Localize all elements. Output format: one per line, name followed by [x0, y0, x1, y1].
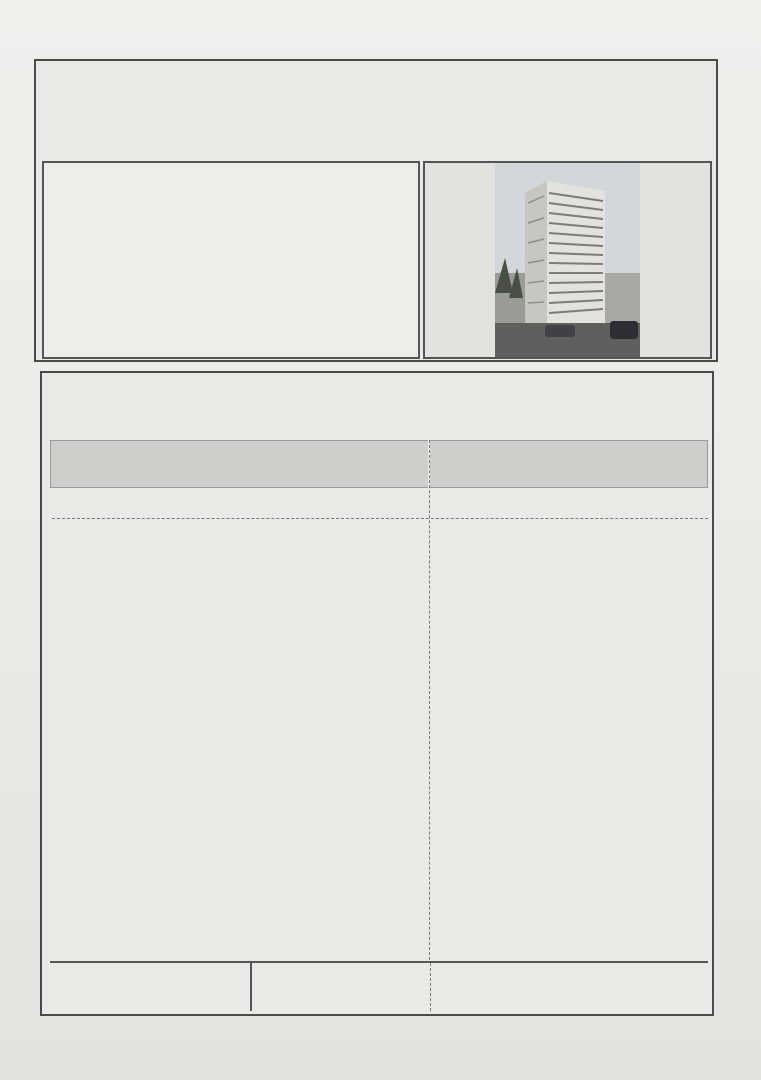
- left-column-header: [50, 440, 428, 488]
- specific-divider: [52, 518, 708, 519]
- totals-label-cell: [50, 963, 252, 1011]
- building-photo-image: [425, 163, 710, 357]
- totals-row: [50, 961, 708, 1011]
- energy-section: [40, 371, 714, 1016]
- building-photo: [423, 161, 712, 359]
- right-column-header: [430, 440, 708, 488]
- building-info: [42, 161, 420, 359]
- totals-divider: [430, 963, 431, 1011]
- header-section: [34, 59, 718, 362]
